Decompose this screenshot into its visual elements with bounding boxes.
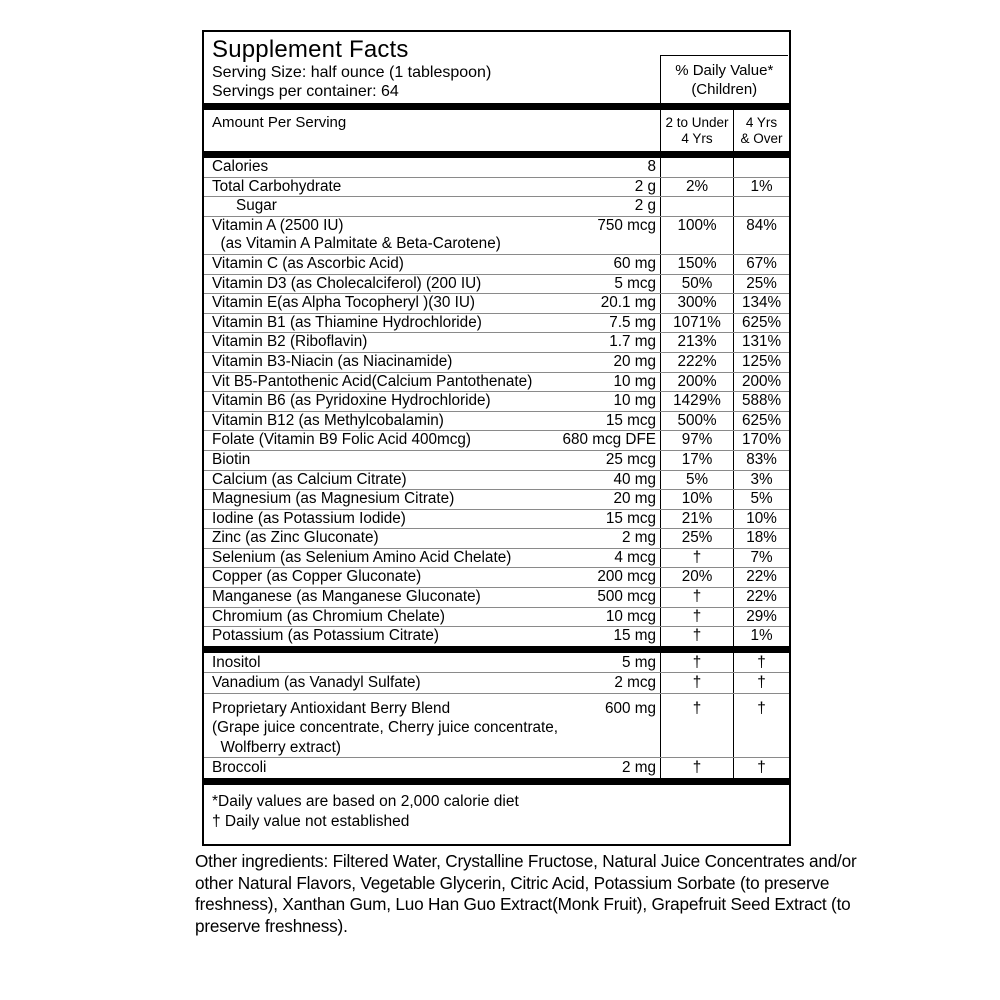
nutrient-name-line — [212, 490, 656, 509]
daily-value-4yrs-over: 18% — [733, 529, 789, 548]
daily-value-under-4yrs: 213% — [660, 333, 733, 352]
daily-value-4yrs-over: 625% — [733, 314, 789, 333]
daily-value-4yrs-over: 22% — [733, 568, 789, 587]
nutrient-cell — [204, 529, 660, 548]
nutrient-cell — [204, 373, 660, 392]
nutrient-cell — [204, 471, 660, 490]
daily-value-4yrs-over: † — [733, 653, 789, 673]
column-header-4yrs-and-over: 4 Yrs & Over — [733, 110, 789, 151]
daily-value-under-4yrs: † — [660, 608, 733, 627]
nutrient-amount: 750 mcg — [597, 216, 656, 234]
nutrient-name-line — [212, 275, 656, 294]
nutrient-cell — [204, 158, 660, 177]
nutrient-amount: 25 mcg — [605, 450, 656, 468]
nutrient-amount: 15 mcg — [605, 509, 656, 527]
table-row — [204, 254, 789, 274]
daily-value-4yrs-over: 67% — [733, 255, 789, 274]
daily-value-under-4yrs: 1429% — [660, 392, 733, 411]
table-row — [204, 587, 789, 607]
nutrient-name-line — [212, 255, 656, 274]
table-row — [204, 693, 789, 758]
table-row — [204, 489, 789, 509]
nutrient-cell — [204, 197, 660, 216]
footnotes — [204, 785, 789, 844]
nutrient-cell — [204, 627, 660, 646]
nutrient-cell — [204, 588, 660, 607]
column-header-row — [204, 110, 789, 151]
nutrient-name: Total Carbohydrate — [212, 177, 342, 195]
nutrient-name-line — [212, 758, 656, 778]
nutrient-name: Magnesium (as Magnesium Citrate) — [212, 490, 455, 508]
daily-value-4yrs-over: 5% — [733, 490, 789, 509]
table-row — [204, 158, 789, 177]
nutrient-cell — [204, 392, 660, 411]
divider-bar-top — [204, 103, 789, 110]
daily-value-4yrs-over: 131% — [733, 333, 789, 352]
nutrient-cell — [204, 608, 660, 627]
daily-value-under-4yrs: † — [660, 653, 733, 673]
nutrient-name: Vitamin A (2500 IU) — [212, 216, 344, 234]
nutrient-cell — [204, 412, 660, 431]
table-row — [204, 509, 789, 529]
daily-value-under-4yrs: 20% — [660, 568, 733, 587]
nutrient-amount: 2 mcg — [614, 674, 656, 692]
daily-value-4yrs-over: 29% — [733, 608, 789, 627]
nutrient-cell — [204, 510, 660, 529]
nutrient-rows-main — [204, 158, 789, 646]
nutrient-name: Proprietary Antioxidant Berry Blend — [212, 699, 451, 717]
nutrient-name-line — [212, 431, 656, 450]
daily-value-under-4yrs: 200% — [660, 373, 733, 392]
nutrient-name: Folate (Vitamin B9 Folic Acid 400mcg) — [212, 431, 472, 449]
daily-value-line1: % Daily Value* — [675, 62, 774, 79]
table-row — [204, 372, 789, 392]
nutrient-name: Potassium (as Potassium Citrate) — [212, 627, 439, 645]
daily-value-4yrs-over: 1% — [733, 627, 789, 646]
nutrient-amount: 20 mg — [613, 490, 656, 508]
nutrient-cell — [204, 275, 660, 294]
nutrient-cell — [204, 549, 660, 568]
nutrient-name-line — [212, 699, 656, 719]
daily-value-4yrs-over: † — [733, 758, 789, 778]
daily-value-line2: (Children) — [691, 81, 758, 98]
nutrient-amount: 20.1 mg — [600, 294, 656, 312]
nutrient-name: Calories — [212, 158, 269, 175]
daily-value-4yrs-over: 200% — [733, 373, 789, 392]
nutrient-amount: 60 mg — [613, 254, 656, 272]
nutrient-name-line — [212, 588, 656, 607]
nutrient-amount: 500 mcg — [597, 588, 656, 606]
nutrient-amount: 15 mg — [613, 627, 656, 645]
nutrient-amount: 600 mg — [604, 699, 656, 717]
nutrient-amount: 2 mg — [621, 759, 656, 777]
daily-value-under-4yrs: 1071% — [660, 314, 733, 333]
daily-value-under-4yrs: 25% — [660, 529, 733, 548]
nutrient-name: Vitamin B2 (Riboflavin) — [212, 333, 368, 351]
nutrient-cell — [204, 333, 660, 352]
nutrient-cell — [204, 451, 660, 470]
divider-bar-under-headers — [204, 151, 789, 158]
nutrient-name-line — [212, 673, 656, 693]
nutrient-amount: 5 mcg — [614, 274, 656, 292]
nutrient-name: Calcium (as Calcium Citrate) — [212, 470, 407, 488]
daily-value-under-4yrs: 222% — [660, 353, 733, 372]
table-row — [204, 411, 789, 431]
nutrient-amount: 680 mcg DFE — [562, 431, 656, 449]
daily-value-under-4yrs: 300% — [660, 294, 733, 313]
daily-value-4yrs-over: 625% — [733, 412, 789, 431]
nutrient-cell — [204, 431, 660, 450]
nutrient-amount: 4 mcg — [614, 548, 656, 566]
table-row — [204, 653, 789, 673]
table-row — [204, 548, 789, 568]
table-row — [204, 177, 789, 197]
nutrient-cell — [204, 673, 660, 693]
supplement-facts-panel — [202, 30, 791, 846]
nutrient-name: Vit B5-Pantothenic Acid(Calcium Pantothenate) — [212, 372, 533, 390]
nutrient-name: Zinc (as Zinc Gluconate) — [212, 529, 379, 547]
nutrient-amount: 10 mg — [613, 392, 656, 410]
nutrient-cell — [204, 568, 660, 587]
nutrient-name: Broccoli — [212, 759, 267, 777]
table-row — [204, 450, 789, 470]
nutrient-name-line — [212, 294, 656, 313]
nutrient-name: Copper (as Copper Gluconate) — [212, 568, 422, 586]
daily-value-under-4yrs: † — [660, 627, 733, 646]
table-row — [204, 607, 789, 627]
nutrient-name-line — [212, 568, 656, 587]
nutrient-name-line — [212, 333, 656, 352]
daily-value-4yrs-over: † — [733, 694, 789, 758]
nutrient-amount: 200 mcg — [597, 568, 656, 586]
daily-value-4yrs-over: 25% — [733, 275, 789, 294]
table-row — [204, 332, 789, 352]
nutrient-cell — [204, 699, 660, 758]
daily-value-4yrs-over: 22% — [733, 588, 789, 607]
label-title: Supplement Facts — [212, 36, 409, 63]
nutrient-rows-bottom — [204, 653, 789, 778]
nutrient-amount: 1.7 mg — [609, 333, 656, 351]
nutrient-name: Vanadium (as Vanadyl Sulfate) — [212, 674, 421, 692]
table-row — [204, 626, 789, 646]
nutrient-name-line — [212, 353, 656, 372]
nutrient-amount: 20 mg — [613, 352, 656, 370]
daily-value-4yrs-over: 588% — [733, 392, 789, 411]
nutrient-name: Vitamin B6 (as Pyridoxine Hydrochloride) — [212, 392, 491, 410]
nutrient-name-line — [212, 392, 656, 411]
nutrient-cell — [204, 314, 660, 333]
daily-value-header-box — [660, 55, 788, 103]
nutrient-amount: 2 mg — [621, 529, 656, 547]
nutrient-name-line — [212, 314, 656, 333]
daily-value-4yrs-over: 7% — [733, 549, 789, 568]
nutrient-name: Selenium (as Selenium Amino Acid Chelate) — [212, 548, 512, 566]
nutrient-name-continuation: (Grape juice concentrate, Cherry juice concentrate, — [212, 719, 559, 737]
table-row — [204, 567, 789, 587]
nutrient-name-line — [212, 627, 656, 646]
daily-value-under-4yrs: † — [660, 673, 733, 693]
table-row — [204, 470, 789, 490]
nutrient-name-continuation: (as Vitamin A Palmitate & Beta-Carotene) — [212, 235, 501, 253]
nutrient-name: Vitamin D3 (as Cholecalciferol) (200 IU) — [212, 274, 482, 292]
daily-value-under-4yrs: † — [660, 588, 733, 607]
nutrient-name-line — [212, 412, 656, 431]
daily-value-under-4yrs: † — [660, 694, 733, 758]
daily-value-under-4yrs — [660, 158, 733, 177]
servings-per-container: Servings per container: 64 — [212, 83, 399, 100]
nutrient-name: Iodine (as Potassium Iodide) — [212, 509, 406, 527]
daily-value-4yrs-over: † — [733, 673, 789, 693]
daily-value-under-4yrs: 5% — [660, 471, 733, 490]
nutrient-name: Sugar — [236, 197, 277, 215]
daily-value-4yrs-over: 125% — [733, 353, 789, 372]
table-row — [204, 216, 789, 254]
table-row — [204, 391, 789, 411]
table-row — [204, 313, 789, 333]
daily-value-under-4yrs: 50% — [660, 275, 733, 294]
daily-value-4yrs-over: 134% — [733, 294, 789, 313]
nutrient-cell — [204, 653, 660, 673]
table-row — [204, 196, 789, 216]
nutrient-name-line — [212, 653, 656, 673]
nutrient-name-line — [212, 510, 656, 529]
daily-value-4yrs-over: 10% — [733, 510, 789, 529]
nutrient-name-continuation: Wolfberry extract) — [212, 738, 341, 756]
daily-value-under-4yrs: 150% — [660, 255, 733, 274]
nutrient-name: Vitamin B1 (as Thiamine Hydrochloride) — [212, 313, 482, 331]
nutrient-name-line — [212, 217, 656, 236]
table-row — [204, 293, 789, 313]
daily-value-under-4yrs: 10% — [660, 490, 733, 509]
nutrient-cell — [204, 294, 660, 313]
nutrient-cell — [204, 758, 660, 778]
daily-value-under-4yrs: † — [660, 758, 733, 778]
nutrient-amount: 7.5 mg — [609, 313, 656, 331]
nutrient-name-line — [212, 451, 656, 470]
daily-value-4yrs-over: 1% — [733, 178, 789, 197]
daily-value-under-4yrs: 17% — [660, 451, 733, 470]
table-row — [204, 274, 789, 294]
nutrient-name: Vitamin B12 (as Methylcobalamin) — [212, 411, 444, 429]
daily-value-4yrs-over: 84% — [733, 217, 789, 254]
table-row — [204, 430, 789, 450]
nutrient-name: Biotin — [212, 450, 251, 468]
nutrient-amount: 40 mg — [613, 470, 656, 488]
table-row — [204, 528, 789, 548]
nutrient-name: Inositol — [212, 653, 261, 671]
table-row — [204, 352, 789, 372]
nutrient-amount: 2 g — [634, 177, 656, 195]
daily-value-under-4yrs: 500% — [660, 412, 733, 431]
daily-value-4yrs-over: 83% — [733, 451, 789, 470]
nutrient-name: Vitamin C (as Ascorbic Acid) — [212, 254, 404, 272]
daily-value-under-4yrs: † — [660, 549, 733, 568]
nutrient-name-line — [212, 158, 656, 177]
label-header — [204, 32, 789, 103]
column-header-2-to-under-4yrs: 2 to Under 4 Yrs — [660, 110, 733, 151]
nutrient-name: Vitamin B3-Niacin (as Niacinamide) — [212, 352, 453, 370]
nutrient-name: Vitamin E(as Alpha Tocopheryl )(30 IU) — [212, 294, 476, 312]
nutrient-cell — [204, 178, 660, 197]
nutrient-amount: 15 mcg — [605, 411, 656, 429]
nutrient-name-line — [212, 471, 656, 490]
daily-value-under-4yrs: 97% — [660, 431, 733, 450]
nutrient-name-line — [212, 178, 656, 197]
daily-value-4yrs-over — [733, 158, 789, 177]
serving-size: Serving Size: half ounce (1 tablespoon) — [212, 64, 492, 81]
table-row — [204, 672, 789, 693]
nutrient-cell — [204, 255, 660, 274]
nutrient-cell — [204, 490, 660, 509]
nutrient-name-line — [212, 197, 656, 216]
daily-value-under-4yrs — [660, 197, 733, 216]
amount-per-serving-header: Amount Per Serving — [212, 114, 347, 131]
daily-value-under-4yrs: 21% — [660, 510, 733, 529]
footnote-daily-values: *Daily values are based on 2,000 calorie diet — [212, 792, 519, 810]
divider-bar-bottom — [204, 778, 789, 785]
table-row — [204, 757, 789, 778]
divider-bar-mid — [204, 646, 789, 653]
nutrient-cell — [204, 353, 660, 372]
daily-value-4yrs-over: 170% — [733, 431, 789, 450]
nutrient-name-line — [212, 529, 656, 548]
nutrient-amount: 5 mg — [621, 653, 656, 671]
nutrient-amount: 10 mcg — [605, 607, 656, 625]
nutrient-name: Manganese (as Manganese Gluconate) — [212, 588, 481, 606]
daily-value-under-4yrs: 2% — [660, 178, 733, 197]
daily-value-4yrs-over — [733, 197, 789, 216]
nutrient-amount: 10 mg — [613, 372, 656, 390]
nutrient-name: Chromium (as Chromium Chelate) — [212, 607, 445, 625]
daily-value-under-4yrs: 100% — [660, 217, 733, 254]
footnote-dagger: † Daily value not established — [212, 812, 410, 830]
daily-value-4yrs-over: 3% — [733, 471, 789, 490]
nutrient-amount: 2 g — [634, 197, 656, 215]
nutrient-name-line — [212, 373, 656, 392]
other-ingredients-paragraph: Other ingredients: Filtered Water, Crystalline Fructose, Natural Juice Concentrates and/or other Natural Flavors, Vegetable Glycerin, Citric Acid, Potassium Sorbate (to preserve freshness), Xanthan Gum, Luo Han Guo Extract(Monk Fruit), Grapefruit Seed Extract (to preserve freshness). — [195, 851, 857, 936]
nutrient-name-line — [212, 608, 656, 627]
nutrient-name-line — [212, 549, 656, 568]
nutrient-amount: 8 — [647, 158, 656, 175]
nutrient-cell — [204, 217, 660, 254]
